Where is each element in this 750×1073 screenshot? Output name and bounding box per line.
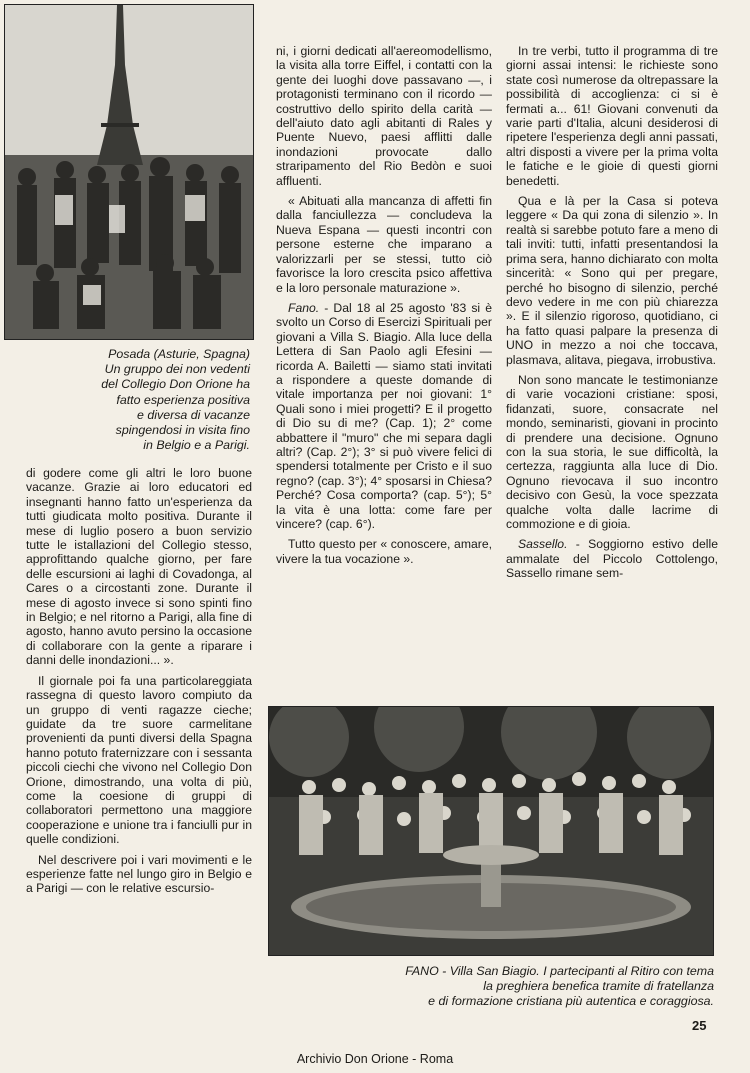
caption-line: Posada (Asturie, Spagna) [108,347,250,361]
paragraph [506,537,718,580]
fountain-group-photo [268,706,714,956]
paragraph: ni, i giorni dedicati all'aereomodellismo, la visita alla torre Eiffel, i contatti con la gente dei luoghi dove passavano —, i protagonisti terminano con il ricordo — costruttivo dello spirito della carità — dell'aiuto dato agli abitanti di Rales y Puente Nuevo, paesi afflitti dalle inondazioni provocate dallo straripamento del Rio Bedòn e suoi affluenti. [276,44,492,188]
paragraph: Non sono mancate le testimonianze di varie vocazioni cristiane: sposi, fidanzati, suore, consacrate nel mondo, seminaristi, giovani in procinto di prendere una decisione. Ognuno con la sua storia, le sue difficoltà, la certezza, raggiunta alla luce di Dio. Ognuno rievocava il suo incontro decisivo con Gesù, la voce spezzata qualche volta dalle lacrime di commozione e di gioia. [506,372,718,531]
paragraph: Tutto questo per « conoscere, amare, vivere la tua vocazione ». [276,537,492,566]
article-column-1 [26,466,252,902]
photo-caption-posada [10,347,250,453]
caption-line: fatto esperienza positiva [116,392,250,407]
place-name: Fano. [288,300,320,315]
group-fountain-photo-icon [269,707,713,955]
caption-line: e di formazione cristiana più autentica e coraggiosa. [428,994,714,1009]
paragraph-text: - Dal 18 al 25 agosto '83 si è svolto un Corso di Esercizi Spirituali per giovani a Villa S. Biagio. Alla luce della Lettera di San Paolo agli Efesini — ricorda A. Bailetti — siamo stati invitati a rispondere a queste domande di vitale importanza per noi giovani: 1° Quali sono i miei progetti? E il progetto di Dio su di me? (Cap. 1); 2° come abbattere il "muro" che mi separa dagli altri? (Cap. 2°); 3° si può vivere felici di spendersi totalmente per Cristo e il suo regno? (cap. 3°); 4° sposarsi in Chiesa? Perché? Cosa comporta? (cap. 5°); 5° la vita è una lotta: come fare per vincere? (cap. 6°). [276,300,492,531]
place-name: Sassello. [518,537,568,552]
paragraph: In tre verbi, tutto il programma di tre giorni assai intensi: le richieste sono state così numerose da oltrepassare la possibilità di accoglienza: ci si è fermati a... 61! Giovani convenuti da varie parti d'Italia, alcuni desiderosi di ripetere l'esperienza degli anni passati, altri disposti a vivere per la prima volta le fatiche e le gioie di questi giorni benedetti. [506,44,718,188]
eiffel-group-photo [4,4,254,340]
caption-line: e diversa di vacanze [137,407,250,422]
caption-line: FANO - Villa San Biagio. I partecipanti al Ritiro con tema [405,964,714,978]
paragraph: di godere come gli altri le loro buone vacanze. Grazie ai loro educatori ed insegnanti hanno fatto un'esperienza da tutti giudicata molto positiva. Durante il mese di luglio posero a buon servizio tutte le istallazioni del Collegio stesso, approfittando qualche giorno, per fare delle escursioni ai laghi di Covadonga, al Cares o a circostanti zone. Durante il mese di agosto invece si sono spinti fino in Belgio; e nel ritorno a Parigi, alla fine di agosto, hanno avuto persino la occasione di collaborare con la gente a riparare i danni delle inondazioni... ». [26,466,252,668]
article-column-3 [506,44,718,587]
paragraph: « Abituati alla mancanza di affetti fin dalla fanciullezza — concludeva la Nueva Espana — questi incontri con persone esterne che imparano a valorizzarli per se stessi, tutto ciò favorisce la loro crescita psico affettiva e la loro personale maturazione ». [276,194,492,295]
photo-caption-fano [270,964,714,1010]
archive-footer: Archivio Don Orione - Roma [296,1052,454,1066]
page-number: 25 [692,1018,707,1033]
paragraph: Il giornale poi fa una particolareggiata rassegna di questo lavoro compiuto da un gruppo di venti ragazze cieche; guidate da tre suore carmelitane provenienti da punti diversi della Spagna hanno potuto fraternizzare con i sessanta piccoli ciechi che vivono nel Collegio Don Orione, dimostrando, una volta di più, come la coesione di gruppi di collaboratori permettono una maggiore cooperazione e unione tra i fanciulli pur in quelle condizioni. [26,673,252,847]
caption-line: Un gruppo dei non vedenti [104,362,250,377]
caption-line: spingendosi in visita fino [115,423,250,438]
article-column-2 [276,44,492,572]
paragraph: Qua e là per la Casa si poteva leggere « Da qui zona di silenzio ». In realtà si sarebbe potuto fare a meno di tali inviti: tutti, infatti presentandosi la prima sera, hanno dichiarato con molta sincerità: « Sono qui per pregare, perché ho bisogno di silenzio, perché devo vedere in me con più chiarezza ». E il silenzio rigoroso, quotidiano, ci ha fatto quasi palpare la presenza di UNO in mezzo a noi che toccava, plasmava, alitava, piegava, irrobustiva. [506,194,718,367]
paragraph [276,301,492,532]
caption-line: in Belgio e a Parigi. [143,438,250,453]
paragraph-text: - Soggiorno estivo delle ammalate del Piccolo Cottolengo, Sassello rimane sem- [506,537,718,581]
eiffel-group-photo-icon [5,5,253,339]
paragraph: Nel descrivere poi i vari movimenti e le esperienze fatte nel lungo giro in Belgio e a Parigi — con le relative escursio- [26,852,252,896]
caption-line: la preghiera benefica tramite di fratellanza [483,979,714,994]
caption-line: del Collegio Don Orione ha [101,377,250,392]
